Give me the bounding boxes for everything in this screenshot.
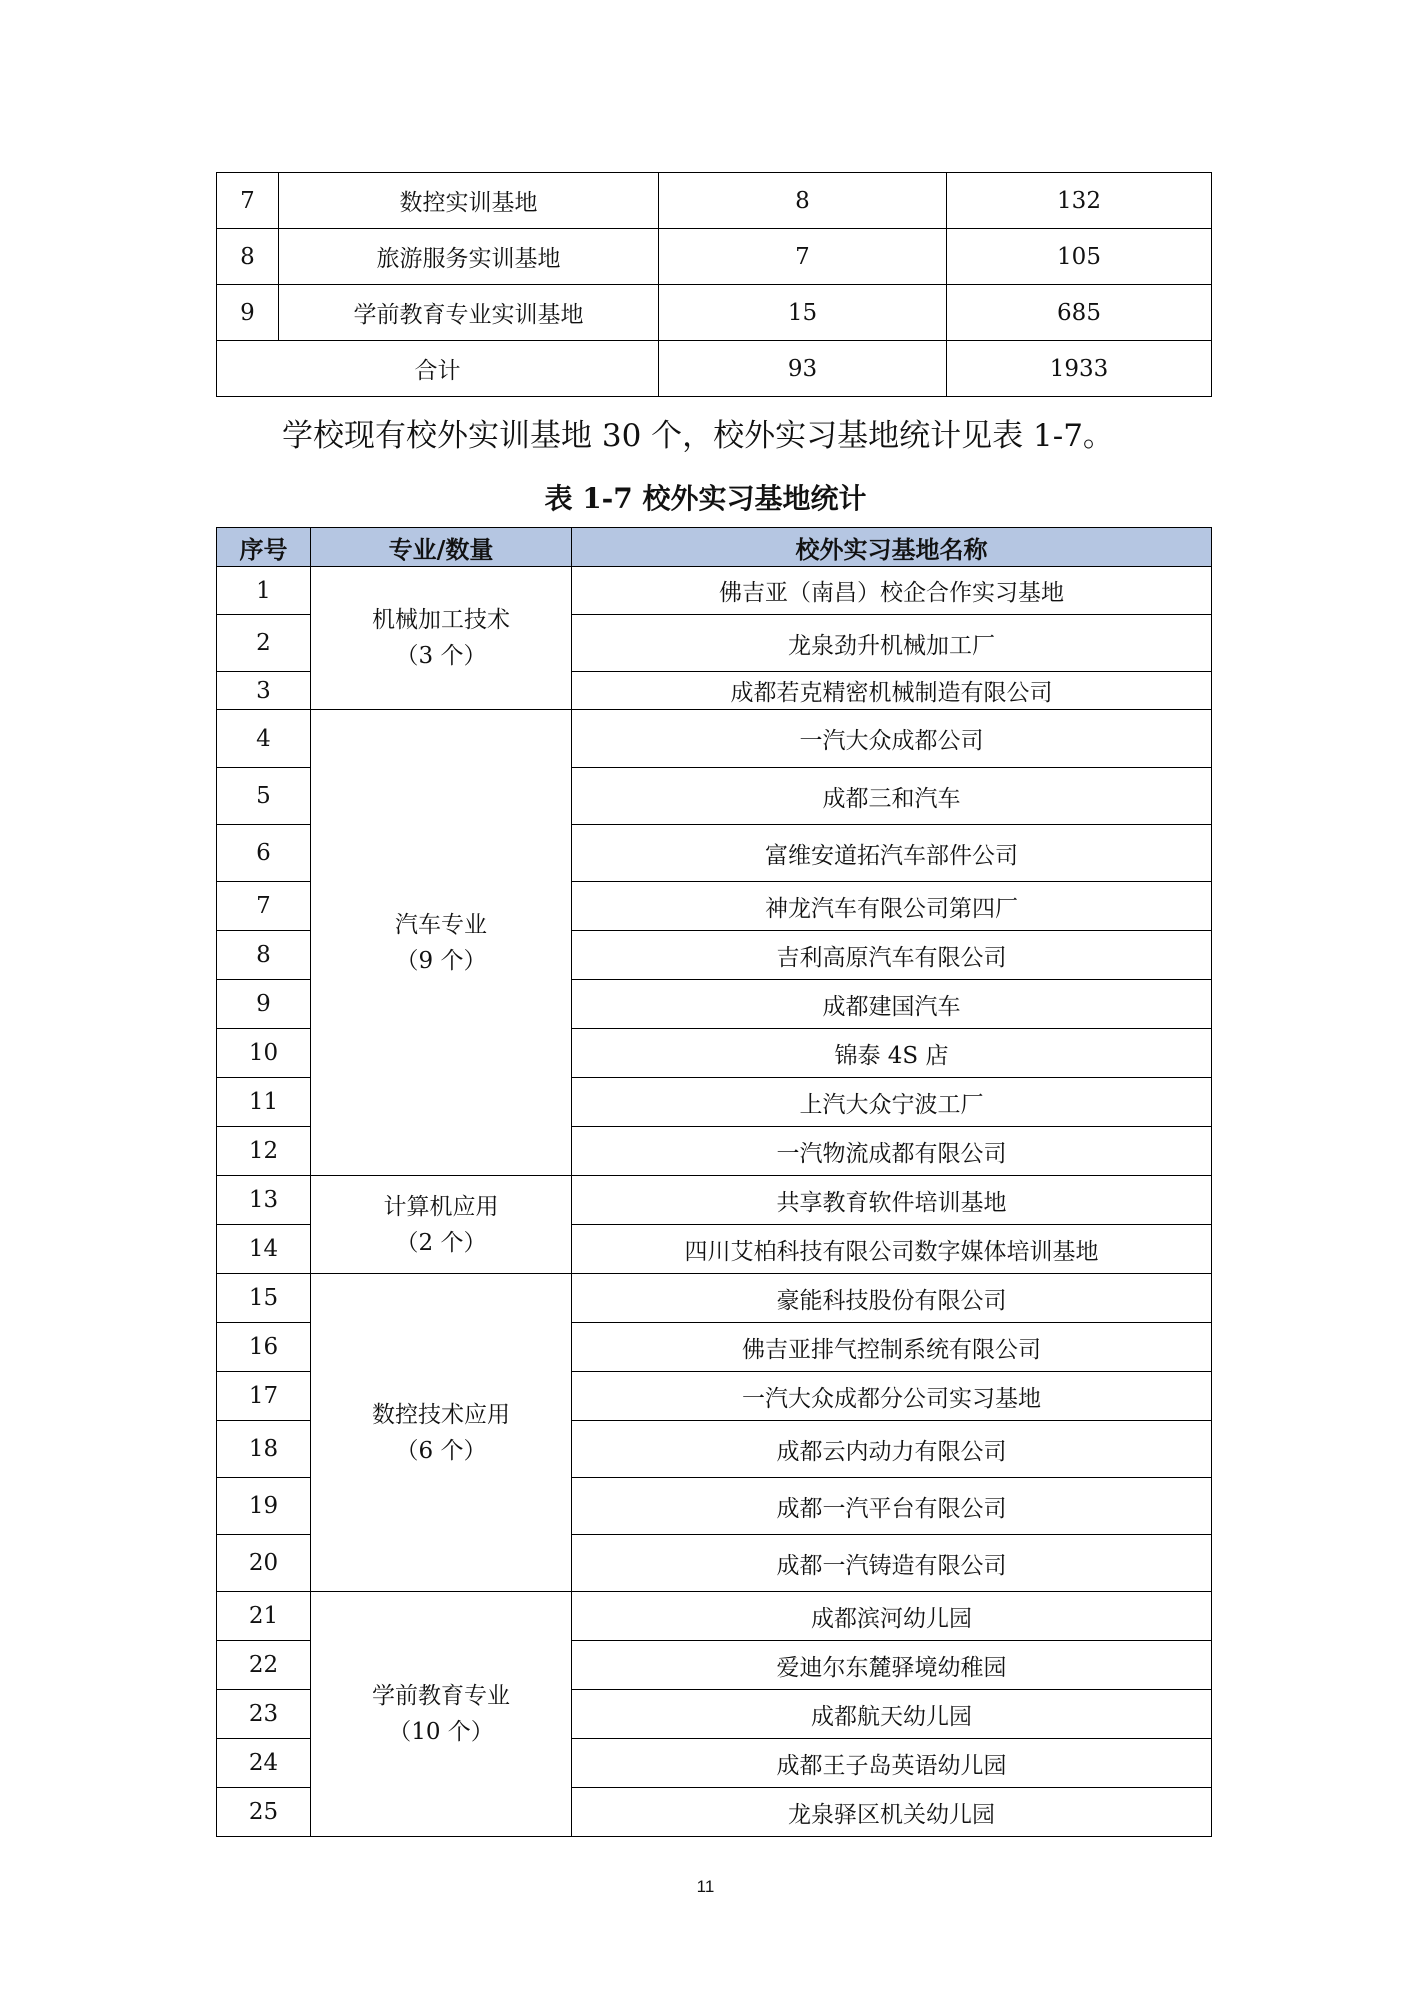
base-name: 爱迪尔东麓驿境幼稚园 (572, 1641, 1212, 1690)
row-number: 17 (217, 1372, 311, 1421)
body-paragraph: 学校现有校外实训基地 30 个，校外实习基地统计见表 1-7。 (282, 418, 1114, 454)
base-name: 成都若克精密机械制造有限公司 (572, 672, 1212, 710)
row-number: 2 (217, 615, 311, 672)
table-row (217, 1592, 1212, 1641)
base-name: 神龙汽车有限公司第四厂 (572, 882, 1212, 931)
base-name: 佛吉亚排气控制系统有限公司 (572, 1323, 1212, 1372)
total-label: 合计 (217, 341, 659, 397)
base-name: 成都滨河幼儿园 (572, 1592, 1212, 1641)
total-row (217, 341, 1212, 397)
base-count: 8 (659, 173, 947, 229)
header-base: 校外实习基地名称 (572, 528, 1212, 567)
row-number: 8 (217, 229, 279, 285)
header-number: 序号 (217, 528, 311, 567)
row-number: 22 (217, 1641, 311, 1690)
major-group-cell (311, 567, 572, 710)
row-number: 19 (217, 1478, 311, 1535)
base-name: 龙泉驿区机关幼儿园 (572, 1788, 1212, 1837)
base-name: 吉利高原汽车有限公司 (572, 931, 1212, 980)
base-name: 成都航天幼儿园 (572, 1690, 1212, 1739)
row-number: 25 (217, 1788, 311, 1837)
table-row (217, 285, 1212, 341)
base-count: 7 (659, 229, 947, 285)
training-base-table (216, 172, 1212, 397)
row-number: 4 (217, 710, 311, 768)
table-row (217, 1274, 1212, 1323)
row-number: 13 (217, 1176, 311, 1225)
base-value: 132 (947, 173, 1212, 229)
row-number: 10 (217, 1029, 311, 1078)
base-name: 一汽大众成都公司 (572, 710, 1212, 768)
row-number: 7 (217, 173, 279, 229)
base-name: 佛吉亚（南昌）校企合作实习基地 (572, 567, 1212, 615)
base-name: 成都王子岛英语幼儿园 (572, 1739, 1212, 1788)
major-name: 数控技术应用 (372, 1401, 510, 1428)
major-group-cell (311, 710, 572, 1176)
major-name: 计算机应用 (383, 1193, 499, 1220)
table-row (217, 710, 1212, 768)
row-number: 5 (217, 768, 311, 825)
base-value: 105 (947, 229, 1212, 285)
total-count: 93 (659, 341, 947, 397)
row-number: 9 (217, 980, 311, 1029)
row-number: 7 (217, 882, 311, 931)
base-name: 富维安道拓汽车部件公司 (572, 825, 1212, 882)
base-name: 成都云内动力有限公司 (572, 1421, 1212, 1478)
base-name: 四川艾柏科技有限公司数字媒体培训基地 (572, 1225, 1212, 1274)
base-name: 一汽大众成都分公司实习基地 (572, 1372, 1212, 1421)
row-number: 8 (217, 931, 311, 980)
table-row (217, 1176, 1212, 1225)
base-name: 一汽物流成都有限公司 (572, 1127, 1212, 1176)
base-name: 成都三和汽车 (572, 768, 1212, 825)
row-number: 3 (217, 672, 311, 710)
row-number: 1 (217, 567, 311, 615)
base-name: 成都一汽平台有限公司 (572, 1478, 1212, 1535)
internship-base-table (216, 527, 1212, 1837)
table-row (217, 173, 1212, 229)
row-number: 12 (217, 1127, 311, 1176)
row-number: 6 (217, 825, 311, 882)
row-number: 18 (217, 1421, 311, 1478)
base-name: 共享教育软件培训基地 (572, 1176, 1212, 1225)
base-name: 豪能科技股份有限公司 (572, 1274, 1212, 1323)
row-number: 24 (217, 1739, 311, 1788)
major-count: （3 个） (395, 643, 487, 669)
page-number: 11 (696, 1877, 715, 1896)
base-name: 锦泰 4S 店 (572, 1029, 1212, 1078)
base-count: 15 (659, 285, 947, 341)
row-number: 14 (217, 1225, 311, 1274)
major-count: （10 个） (388, 1719, 494, 1745)
row-number: 11 (217, 1078, 311, 1127)
base-name: 龙泉劲升机械加工厂 (572, 615, 1212, 672)
row-number: 20 (217, 1535, 311, 1592)
base-name: 数控实训基地 (279, 173, 659, 229)
major-count: （6 个） (395, 1437, 487, 1464)
base-name: 学前教育专业实训基地 (279, 285, 659, 341)
major-count: （9 个） (395, 947, 487, 974)
row-number: 16 (217, 1323, 311, 1372)
row-number: 23 (217, 1690, 311, 1739)
table-row (217, 229, 1212, 285)
major-name: 学前教育专业 (372, 1683, 510, 1709)
major-name: 机械加工技术 (372, 607, 510, 633)
major-group-cell (311, 1176, 572, 1274)
major-count: （2 个） (395, 1229, 487, 1256)
row-number: 21 (217, 1592, 311, 1641)
table-row (217, 567, 1212, 615)
base-name: 旅游服务实训基地 (279, 229, 659, 285)
major-group-cell (311, 1274, 572, 1592)
base-name: 成都建国汽车 (572, 980, 1212, 1029)
base-value: 685 (947, 285, 1212, 341)
header-major: 专业/数量 (311, 528, 572, 567)
major-name: 汽车专业 (395, 911, 487, 938)
base-name: 成都一汽铸造有限公司 (572, 1535, 1212, 1592)
total-value: 1933 (947, 341, 1212, 397)
major-group-cell (311, 1592, 572, 1837)
row-number: 9 (217, 285, 279, 341)
row-number: 15 (217, 1274, 311, 1323)
table-header (217, 528, 1212, 567)
table-caption: 表 1-7 校外实习基地统计 (544, 482, 867, 515)
base-name: 上汽大众宁波工厂 (572, 1078, 1212, 1127)
